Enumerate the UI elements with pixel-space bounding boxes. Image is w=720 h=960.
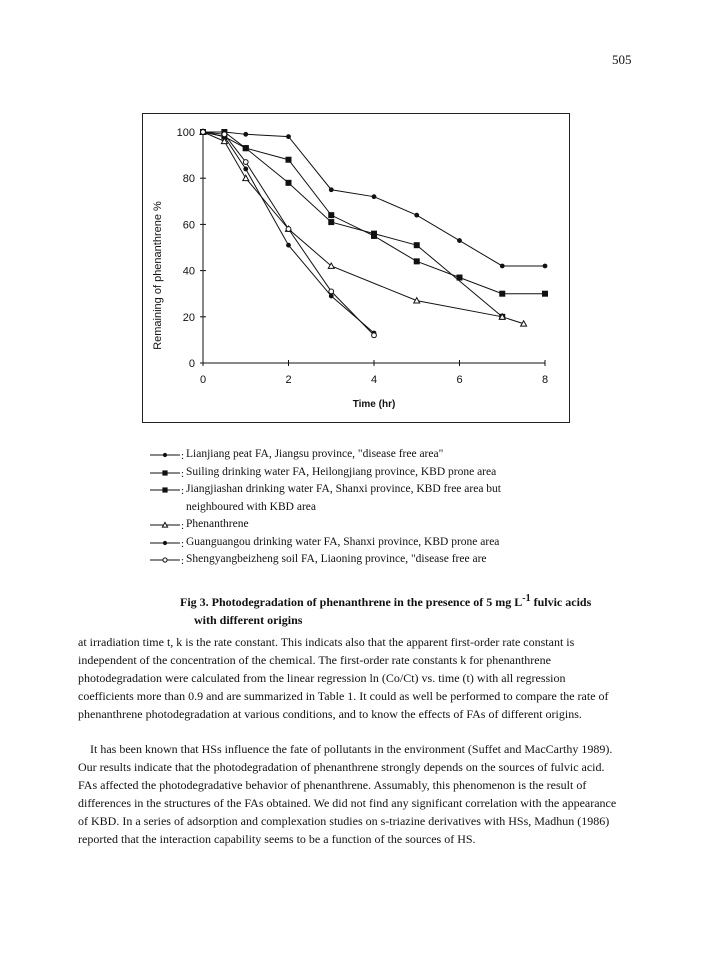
data-point [329, 187, 334, 192]
data-point [243, 145, 249, 151]
legend-filled-square-icon [148, 464, 186, 481]
data-point [372, 333, 377, 338]
data-point [286, 180, 292, 186]
legend-label-continued: neighboured with KBD area [186, 500, 316, 513]
caption-line-2: with different origins [194, 613, 303, 627]
y-tick-label: 0 [188, 358, 195, 370]
legend-item [148, 516, 568, 534]
data-point [286, 134, 291, 139]
data-point [222, 132, 227, 137]
paragraph-line: of KBD. In a series of adsorption and complexation studies on s-triazine derivatives with HSs, Madhun (1986) [78, 814, 610, 828]
legend-item [148, 446, 568, 464]
legend-marker [163, 540, 167, 544]
paragraph-line: at irradiation time t, k is the rate constant. This indicats also that the apparent first-order rate constant is [78, 635, 575, 649]
figure-legend [148, 446, 568, 569]
paragraph-line: coefficients more than 0.9 and are summarized in Table 1. It could as well be performed to compare the rate of [78, 689, 609, 703]
data-point [414, 213, 419, 218]
legend-colon: : [181, 520, 185, 532]
legend-colon: : [181, 537, 185, 550]
legend-marker [162, 470, 167, 475]
data-point [371, 231, 377, 237]
series-line [203, 132, 545, 294]
data-point [329, 289, 334, 294]
body-paragraph-1 [78, 633, 648, 723]
data-point [543, 264, 548, 269]
line-chart [143, 114, 571, 424]
legend-open-circle-icon [148, 551, 186, 568]
legend-colon: : [181, 450, 185, 462]
paragraph-line: phenanthrene photodegradation at various conditions, and to know the effects of FAs of different origins. [78, 707, 582, 721]
y-tick-label: 60 [182, 219, 195, 232]
legend-marker [163, 558, 167, 562]
paragraph-line: reported that the interaction capability seems to be a function of the sources of HS. [78, 832, 476, 846]
x-tick-label: 0 [199, 374, 207, 386]
y-axis-label: Remaining of phenanthrene % [152, 201, 164, 350]
paragraph-line: photodegradation were calculated from the linear regression ln (Co/Ct) vs. time (t) with all regression [78, 671, 566, 685]
legend-filled-square-icon [148, 481, 186, 498]
data-point [542, 291, 548, 297]
paragraph-line: FAs affected the photodegradative behavior of phenanthrene. Assumably, this phenomenon is the result of [78, 778, 587, 792]
legend-colon: : [181, 485, 185, 497]
legend-marker [163, 453, 167, 457]
caption-superscript: -1 [522, 593, 531, 604]
legend-marker [162, 522, 167, 527]
data-point [328, 212, 334, 218]
data-point [243, 175, 249, 180]
x-axis-label: Time (hr) [352, 399, 396, 410]
legend-label: Shengyangbeizheng soil FA, Liaoning province, "disease free are [186, 553, 487, 565]
data-point [414, 258, 420, 264]
data-point [414, 298, 420, 303]
paragraph-line: It has been known that HSs influence the fate of pollutants in the environment (Suffet and MacCarthy 1989). [90, 742, 613, 756]
paragraph-line: Our results indicate that the photodegradation of phenanthrene strongly depends on the sources of fulvic acid. [78, 760, 605, 774]
data-point [243, 132, 248, 137]
paragraph-line: differences in the structures of the FAs obtained. We did not find any significant correlation with the appearance [78, 796, 617, 810]
caption-text-end: fulvic acids [530, 595, 592, 609]
legend-label: Phenanthrene [186, 518, 249, 530]
legend-filled-circle-icon [148, 534, 186, 551]
series-line [203, 132, 502, 317]
paragraph-line: independent of the concentration of the chemical. The first-order rate constants k for phenanthrene [78, 653, 551, 667]
y-tick-label: 20 [182, 311, 195, 324]
legend-item [148, 551, 568, 569]
data-point [328, 219, 334, 225]
x-tick-label: 2 [285, 374, 292, 386]
y-tick-label: 80 [182, 173, 195, 186]
series-2 [200, 129, 548, 297]
data-point [286, 157, 292, 163]
legend-colon: : [181, 467, 185, 480]
data-point [500, 264, 505, 269]
legend-label: Jiangjiashan drinking water FA, Shanxi province, KBD free area but [186, 483, 501, 495]
x-tick-label: 8 [541, 374, 549, 386]
data-point [414, 242, 420, 248]
data-point [499, 291, 505, 297]
data-point [286, 227, 291, 232]
legend-label: Guanguangou drinking water FA, Shanxi province, KBD prone area [186, 535, 500, 548]
legend-item [148, 481, 568, 499]
figure-frame [142, 113, 570, 423]
legend-marker [162, 487, 167, 492]
legend-filled-circle-icon [148, 446, 186, 463]
legend-label: Suiling drinking water FA, Heilongjiang province, KBD prone area [186, 465, 497, 478]
legend-item [148, 534, 568, 552]
figure-caption [180, 590, 600, 629]
y-tick-label: 100 [176, 127, 195, 139]
data-point [243, 167, 248, 172]
data-point [243, 160, 248, 165]
data-point [201, 130, 206, 135]
x-tick-label: 6 [456, 374, 463, 386]
page-number: 505 [612, 52, 632, 67]
x-tick-label: 4 [370, 374, 378, 386]
data-point [372, 194, 377, 199]
legend-open-triangle-icon [148, 516, 186, 533]
body-paragraph-2 [78, 740, 648, 848]
y-tick-label: 40 [182, 265, 195, 278]
legend-item-continuation [148, 499, 568, 517]
data-point [457, 238, 462, 243]
data-point [286, 243, 291, 248]
legend-colon: : [181, 555, 185, 567]
data-point [329, 294, 334, 299]
caption-text: Fig 3. Photodegradation of phenanthrene in the presence of 5 mg L [180, 595, 523, 609]
legend-item [148, 464, 568, 482]
legend-label: Lianjiang peat FA, Jiangsu province, "disease free area" [186, 448, 444, 460]
series-3 [200, 129, 505, 320]
